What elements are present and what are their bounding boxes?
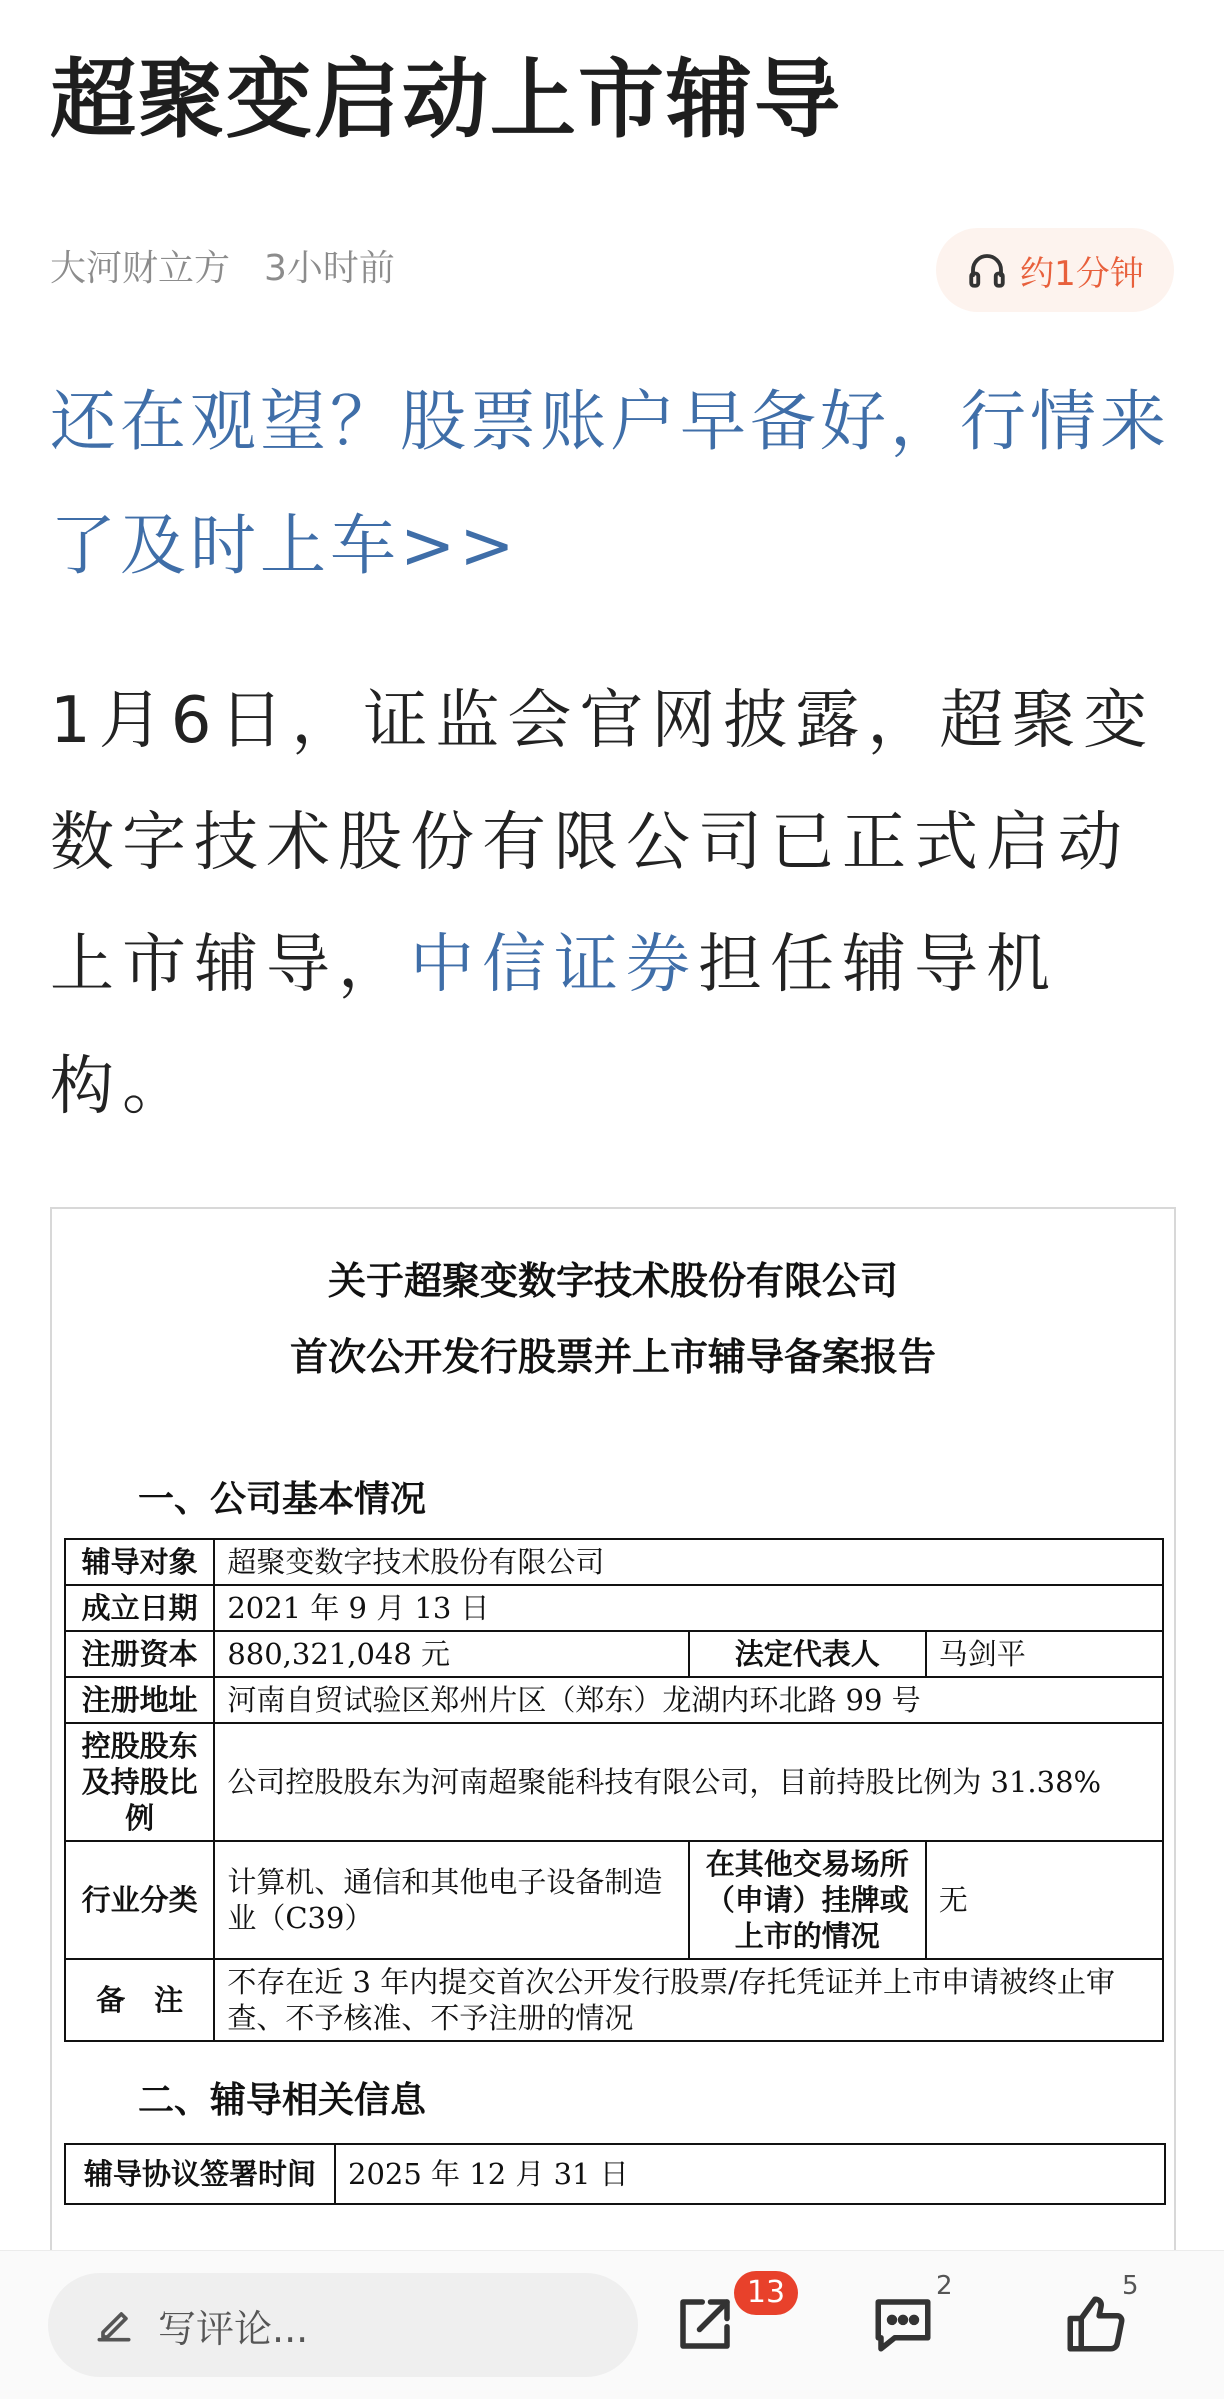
lead-text-before: 1月6日，证监会官网披露，超聚变数字技术股份有限公司已正式启动上市辅导， [50,684,1156,1002]
comment-button[interactable] [870,2291,936,2357]
comment-input[interactable] [48,2273,638,2377]
filing-document-image[interactable] [50,1207,1176,2261]
section1-heading: 一、公司基本情况 [138,1478,427,1520]
like-button[interactable] [1062,2291,1128,2357]
promo-link[interactable]: 还在观望？股票账户早备好，行情来了及时上车>> [50,383,1170,584]
row-label-sign-date: 辅导协议签署时间 [65,2144,335,2204]
like-icon [1062,2291,1128,2357]
row-value-capital: 880,321,048 元 [214,1631,688,1677]
publish-time: 3小时前 [264,248,395,289]
citic-securities-link[interactable]: 中信证券 [410,928,698,1002]
article-meta [50,240,395,291]
headphones-icon [966,249,1008,291]
source-label[interactable]: 大河财立方 [50,248,231,289]
article-title: 超聚变启动上市辅导 [50,50,842,150]
section2-heading: 二、辅导相关信息 [138,2079,427,2121]
row-label-target: 辅导对象 [65,1539,214,1585]
row-label-capital: 注册资本 [65,1631,214,1677]
row-label-address: 注册地址 [65,1677,214,1723]
like-count: 5 [1122,2271,1139,2301]
comment-placeholder: 写评论... [158,2306,309,2351]
document-title [52,1243,1174,1395]
row-value-address: 河南自贸试验区郑州片区（郑东）龙湖内环北路 99 号 [214,1677,1163,1723]
row-label-industry: 行业分类 [65,1841,214,1959]
row-label-legal-rep: 法定代表人 [689,1631,926,1677]
document-title-line1: 关于超聚变数字技术股份有限公司 [327,1258,898,1303]
pencil-icon [92,2303,136,2347]
bottom-action-bar [0,2250,1224,2399]
listen-label: 约1分钟 [1020,253,1144,294]
row-label-founded: 成立日期 [65,1585,214,1631]
row-value-sign-date: 2025 年 12 月 31 日 [335,2144,1165,2204]
company-info-table [64,1538,1164,2042]
tutoring-info-table [64,2143,1166,2205]
share-icon [672,2291,738,2357]
row-value-founded: 2021 年 9 月 13 日 [214,1585,1163,1631]
share-button[interactable] [672,2291,738,2357]
listen-button[interactable] [936,228,1174,312]
row-label-holder: 控股股东及持股比例 [65,1723,214,1841]
lead-paragraph [50,660,1180,1148]
row-label-remark: 备 注 [65,1959,214,2041]
row-value-remark: 不存在近 3 年内提交首次公开发行股票/存托凭证并上市申请被终止审查、不予核准、不予注册的情况 [214,1959,1163,2041]
lead-text-after: 担任辅导机构。 [50,928,1058,1124]
row-label-other-listing: 在其他交易场所（申请）挂牌或上市的情况 [689,1841,926,1959]
row-value-holder: 公司控股股东为河南超聚能科技有限公司，目前持股比例为 31.38% [214,1723,1163,1841]
row-value-industry: 计算机、通信和其他电子设备制造业（C39） [214,1841,688,1959]
row-value-legal-rep: 马剑平 [926,1631,1163,1677]
row-value-target: 超聚变数字技术股份有限公司 [214,1539,1163,1585]
document-title-line2: 首次公开发行股票并上市辅导备案报告 [289,1334,936,1379]
share-count-badge: 13 [734,2271,798,2315]
comment-icon [870,2291,936,2357]
comment-count: 2 [936,2271,953,2301]
row-value-other-listing: 无 [926,1841,1163,1959]
